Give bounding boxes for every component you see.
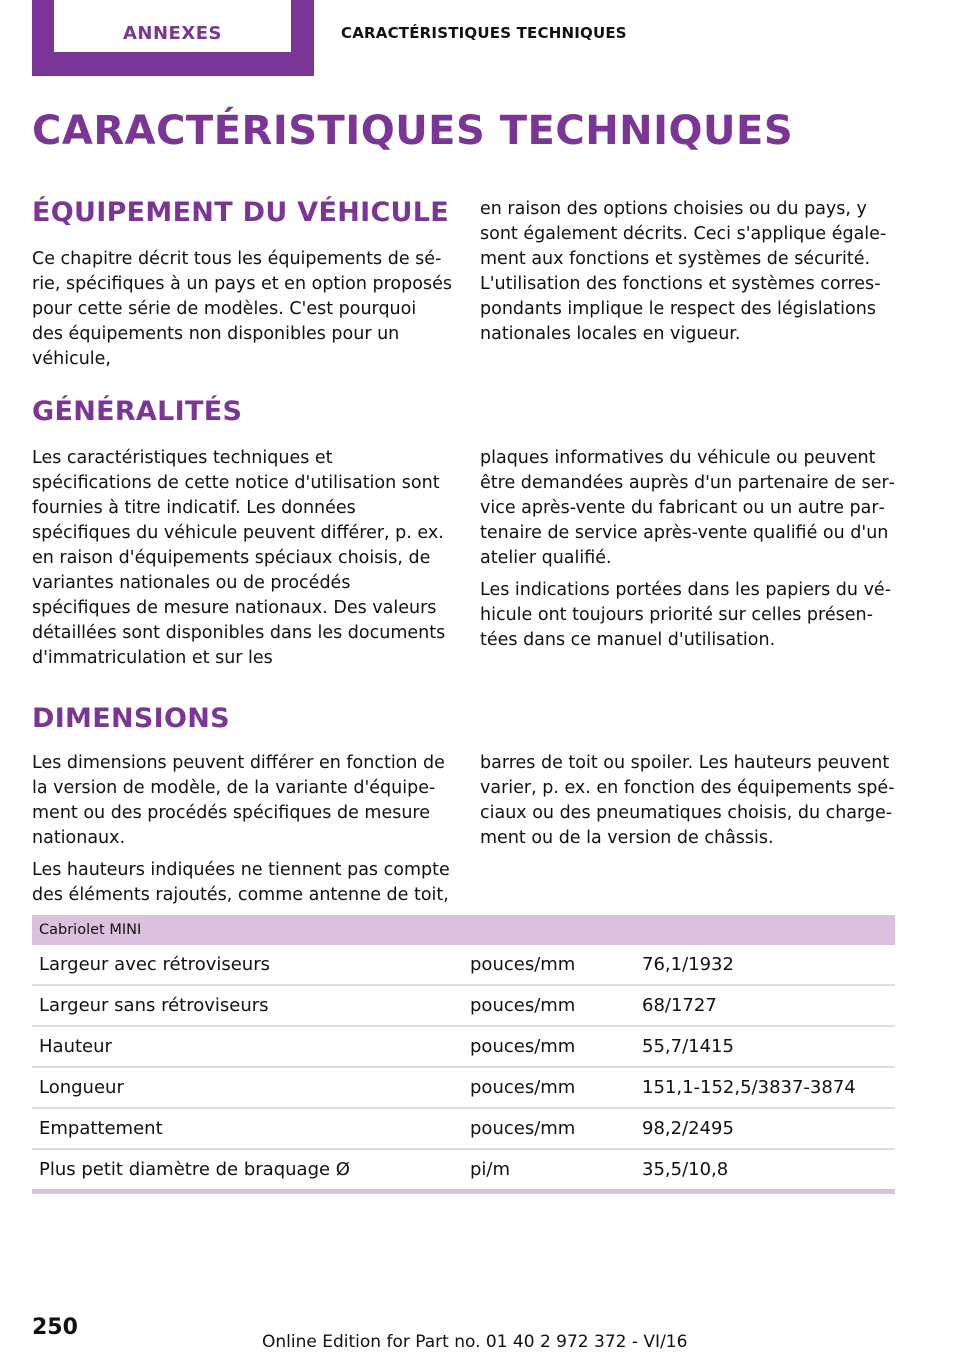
table-cell-value: 35,5/10,8 — [642, 1159, 729, 1180]
paragraph: Ce chapitre décrit tous les équipements de série, spécifiques à un pays et en option proposés pour cette série de modèles. C'est pourquoi des équipements non disponibles pour un véhicule, — [32, 249, 452, 369]
edition-footer: Online Edition for Part no. 01 40 2 972 372 - VI/16 — [262, 1332, 688, 1352]
section-heading-generalites: GÉNÉRALITÉS — [32, 396, 243, 427]
section-generalites-left-column — [32, 446, 452, 678]
table-cell-unit: pouces/mm — [470, 1036, 576, 1057]
section-equipement-right-column — [480, 197, 900, 354]
table-cell-value: 68/1727 — [642, 995, 717, 1016]
table-cell-value: 151,1-152,5/3837-3874 — [642, 1077, 856, 1098]
table-row — [32, 1027, 895, 1068]
table-cell-label: Hauteur — [39, 1036, 112, 1057]
section-heading-equipement: ÉQUIPEMENT DU VÉHICULE — [32, 197, 450, 228]
paragraph: Les hauteurs indiquées ne tiennent pas compte des éléments rajoutés, comme antenne de toit, — [32, 860, 450, 905]
paragraph: en raison des options choisies ou du pays, y sont également décrits. Ceci s'applique également aux fonctions et systèmes de sécurité. L'utilisation des fonctions et systèmes correspondants implique le respect des législations nationales locales en vigueur. — [480, 199, 887, 344]
paragraph: barres de toit ou spoiler. Les hauteurs peuvent varier, p. ex. en fonction des équipements spéciaux ou des pneumatiques choisis, du chargement ou de la version de châssis. — [480, 753, 895, 848]
table-cell-label: Longueur — [39, 1077, 124, 1098]
table-row — [32, 1109, 895, 1150]
table-cell-unit: pi/m — [470, 1159, 511, 1180]
paragraph: plaques informatives du véhicule ou peuvent être demandées auprès d'un partenaire de service après-vente du fabricant ou un autre partenaire de service après-vente qualifié ou d'un atelier qualifié. — [480, 448, 895, 568]
table-cell-label: Largeur sans rétroviseurs — [39, 995, 269, 1016]
table-row — [32, 986, 895, 1027]
dimensions-table — [32, 915, 895, 1194]
section-dimensions-right-column — [480, 751, 900, 858]
paragraph: Les indications portées dans les papiers du véhicule ont toujours priorité sur celles présentées dans ce manuel d'utilisation. — [480, 580, 892, 650]
page-title: CARACTÉRISTIQUES TECHNIQUES — [32, 108, 794, 154]
section-heading-dimensions: DIMENSIONS — [32, 703, 230, 734]
table-cell-label: Plus petit diamètre de braquage Ø — [39, 1159, 350, 1180]
table-cell-value: 98,2/2495 — [642, 1118, 734, 1139]
running-head: CARACTÉRISTIQUES TECHNIQUES — [341, 24, 627, 42]
paragraph: Les dimensions peuvent différer en fonction de la version de modèle, de la variante d'équipement ou des procédés spécifiques de mesure nationaux. — [32, 753, 445, 848]
section-equipement-left-column — [32, 247, 452, 379]
section-tab-label: ANNEXES — [123, 23, 222, 44]
table-cell-unit: pouces/mm — [470, 995, 576, 1016]
table-row — [32, 945, 895, 986]
section-dimensions-left-column — [32, 751, 452, 915]
table-cell-label: Empattement — [39, 1118, 163, 1139]
paragraph: Les caractéristiques techniques et spécifications de cette notice d'utilisation sont fournies à titre indicatif. Les données spécifiques du véhicule peuvent différer, p. ex. en raison d'équipements spéciaux choisis, de variantes nationales ou de procédés spécifiques de mesure nationaux. Des valeurs détaillées sont disponibles dans les documents d'immatriculation et sur les — [32, 448, 446, 668]
table-cell-unit: pouces/mm — [470, 954, 576, 975]
table-cell-label: Largeur avec rétroviseurs — [39, 954, 270, 975]
table-cell-unit: pouces/mm — [470, 1077, 576, 1098]
table-header: Cabriolet MINI — [32, 915, 895, 945]
table-row — [32, 1150, 895, 1194]
table-cell-value: 76,1/1932 — [642, 954, 734, 975]
section-tab — [32, 0, 314, 76]
table-cell-unit: pouces/mm — [470, 1118, 576, 1139]
table-row — [32, 1068, 895, 1109]
page-number: 250 — [32, 1315, 78, 1340]
table-cell-value: 55,7/1415 — [642, 1036, 734, 1057]
section-generalites-right-column — [480, 446, 900, 660]
